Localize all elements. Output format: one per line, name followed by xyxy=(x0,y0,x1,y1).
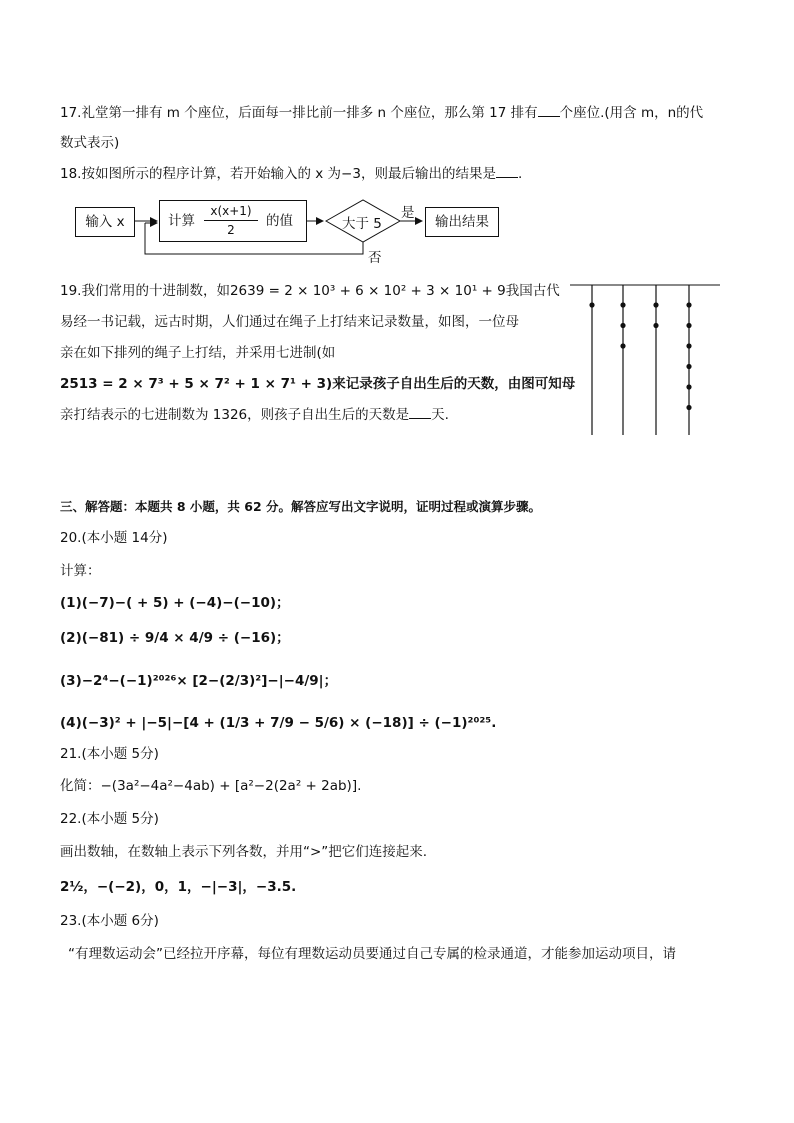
q18-text: 18.按如图所示的程序计算，若开始输入的 x 为−3，则最后输出的结果是 . xyxy=(60,166,523,182)
q19-line3: 亲在如下排列的绳子上打结，并采用七进制(如 xyxy=(60,345,336,361)
condition-label: 大于 5 xyxy=(342,216,382,232)
rope-knot xyxy=(653,302,658,307)
q20-prompt: 计算： xyxy=(60,563,101,579)
q22-numbers: 2½，−(−2)，0，1，−|−3|，−3.5. xyxy=(60,879,297,895)
rope-knot xyxy=(620,323,625,328)
q23-text: “有理数运动会”已经拉开序幕，每位有理数运动员要通过自己专属的检录通道，才能参加运动项目，请 xyxy=(68,946,676,962)
knotted-ropes xyxy=(565,280,725,440)
rope-knot xyxy=(620,343,625,348)
rope-knot xyxy=(686,405,691,410)
no-label: 否 xyxy=(368,250,382,266)
output-box: 输出结果 xyxy=(425,207,499,237)
q20-part2: (2)(−81) ÷ 9/4 × 4/9 ÷ (−16)； xyxy=(60,630,290,646)
q20-part1: (1)(−7)−( + 5) + (−4)−(−10)； xyxy=(60,595,290,611)
answer-blank[interactable] xyxy=(538,103,560,117)
knotted-ropes-figure xyxy=(565,280,725,440)
calc-box: 计算 x(x+1) 2 的值 xyxy=(159,200,307,242)
q20-part4: (4)(−3)² + |−5|−[4 + (1/3 + 7/9 − 5/6) × (−18)] ÷ (−1)²⁰²⁵. xyxy=(60,715,497,731)
rope-knot xyxy=(653,323,658,328)
fraction-numerator: x(x+1) xyxy=(210,204,252,218)
rope-knot xyxy=(686,302,691,307)
rope-knot xyxy=(686,364,691,369)
q19-line4: 2513 = 2 × 7³ + 5 × 7² + 1 × 7¹ + 3)来记录孩子自出生后的天数，由图可知母 xyxy=(60,376,576,392)
fraction-bar xyxy=(204,220,258,221)
q22-text: 画出数轴，在数轴上表示下列各数，并用“>”把它们连接起来. xyxy=(60,844,428,860)
section-header: 三、解答题：本题共 8 小题，共 62 分。解答应写出文字说明，证明过程或演算步骤。 xyxy=(60,499,542,514)
q19-line1: 19.我们常用的十进制数，如2639 = 2 × 10³ + 6 × 10² + 3 × 10¹ + 9我国古代 xyxy=(60,283,560,299)
rope-knot xyxy=(686,384,691,389)
fraction-denominator: 2 xyxy=(227,223,235,237)
q22-title: 22.(本小题 5分) xyxy=(60,811,159,827)
q21-text: 化简：−(3a²−4a²−4ab) + [a²−2(2a² + 2ab)]. xyxy=(60,778,362,794)
rope-knot xyxy=(620,302,625,307)
q20-part3: (3)−2⁴−(−1)²⁰²⁶× [2−(2/3)²]−|−4/9|； xyxy=(60,673,338,689)
yes-label: 是 xyxy=(401,205,415,221)
program-flowchart xyxy=(70,196,510,266)
input-box: 输入 x xyxy=(75,207,135,237)
q19-line5: 亲打结表示的七进制数为 1326，则孩子自出生后的天数是 天. xyxy=(60,407,449,423)
rope-knot xyxy=(686,323,691,328)
q19-line2: 易经一书记载，远古时期，人们通过在绳子上打结来记录数量，如图，一位母 xyxy=(60,314,519,330)
q21-title: 21.(本小题 5分) xyxy=(60,746,159,762)
answer-blank[interactable] xyxy=(496,164,518,178)
q17-line1: 17.礼堂第一排有 m 个座位，后面每一排比前一排多 n 个座位，那么第 17 排有 个座位.(用含 m，n的代 xyxy=(60,105,704,121)
answer-blank[interactable] xyxy=(409,405,431,419)
rope-knot xyxy=(589,302,594,307)
q17-line2: 数式表示) xyxy=(60,135,120,151)
q20-title: 20.(本小题 14分) xyxy=(60,530,168,546)
rope-knot xyxy=(686,343,691,348)
q23-title: 23.(本小题 6分) xyxy=(60,913,159,929)
